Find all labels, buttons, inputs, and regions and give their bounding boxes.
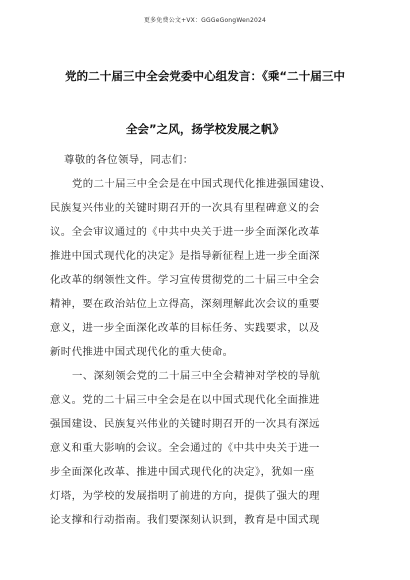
body-line: 化改革的纲领性文件。学习宣传贯彻党的二十届三中全会 [50, 274, 320, 286]
section-heading: 一、深刻领会党的二十届三中全会精神对学校的导航 [72, 370, 321, 382]
body-line: 推进中国式现代化的决定》是指导新征程上进一步全面深 [50, 250, 320, 262]
body-line: 党的二十届三中全会是在中国式现代化推进强国建设、 [72, 178, 331, 190]
document-title-line-2: 全会”之风，扬学校发展之帆》 [125, 122, 285, 136]
salutation: 尊敬的各位领导，同志们： [64, 154, 194, 166]
body-line: 意义，进一步全面深化改革的目标任务、实践要求，以及 [50, 322, 320, 334]
body-line: 步全面深化改革、推进中国式现代化的决定》，犹如一座 [50, 466, 315, 478]
header-note: 更多免费公文+VX：GGGeGongWen2024 [143, 17, 267, 24]
body-line: 强国建设、民族复兴伟业的关键时期召开的一次具有深远 [50, 418, 320, 430]
body-line: 议。全会审议通过的《中共中央关于进一步全面深化改革 [50, 226, 320, 238]
body-line: 意义和重大影响的会议。全会通过的《中共中央关于进一 [50, 442, 320, 454]
document-title-line-1: 党的二十届三中全会党委中心组发言：《乘“二十届三中 [64, 69, 346, 83]
body-line: 精神，要在政治站位上立得高，深刻理解此次会议的重要 [50, 298, 320, 310]
body-line: 意义。党的二十届三中全会是在以中国式现代化全面推进 [50, 394, 320, 406]
body-line: 民族复兴伟业的关键时期召开的一次具有里程碑意义的会 [50, 202, 320, 214]
body-line: 论支撑和行动指南。我们要深刻认识到，教育是中国式现 [50, 514, 320, 526]
body-line: 灯塔，为学校的发展指明了前进的方向，提供了强大的理 [50, 490, 320, 502]
body-line: 新时代推进中国式现代化的重大使命。 [50, 346, 234, 358]
